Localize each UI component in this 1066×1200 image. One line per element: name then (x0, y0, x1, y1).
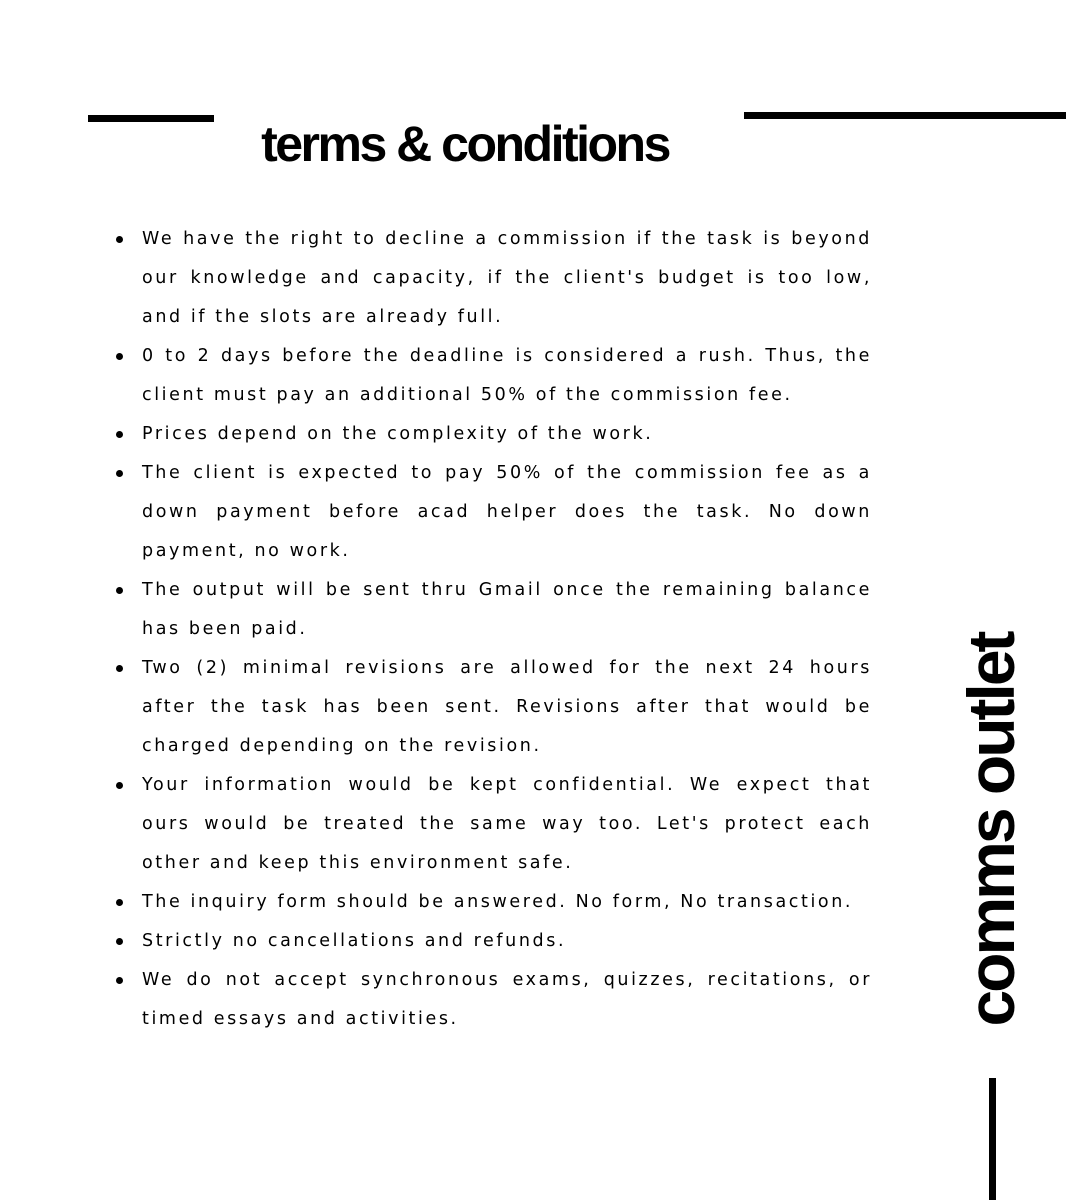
bullet-icon (116, 899, 123, 906)
bullet-icon (116, 431, 123, 438)
term-item (116, 922, 872, 961)
bullet-icon (116, 236, 123, 243)
terms-list (116, 220, 872, 1039)
brand-name: comms outlet (954, 632, 1028, 1027)
bullet-icon (116, 782, 123, 789)
term-text: We do not accept synchronous exams, quizzes, recitations, or timed essays and activities. (142, 970, 872, 1029)
term-item (116, 883, 872, 922)
term-item (116, 649, 872, 766)
term-item (116, 571, 872, 649)
bullet-icon (116, 353, 123, 360)
term-item (116, 766, 872, 883)
term-text: The client is expected to pay 50% of the commission fee as a down payment before acad helper does the task. No down payment, no work. (142, 463, 872, 561)
term-item (116, 961, 872, 1039)
bullet-icon (116, 665, 123, 672)
term-text: The inquiry form should be answered. No form, No transaction. (142, 892, 854, 912)
term-text: Prices depend on the complexity of the work. (142, 424, 654, 444)
bullet-icon (116, 470, 123, 477)
term-item (116, 337, 872, 415)
bullet-icon (116, 938, 123, 945)
term-text: The output will be sent thru Gmail once the remaining balance has been paid. (142, 580, 872, 639)
brand-rule (989, 1078, 996, 1200)
term-text: 0 to 2 days before the deadline is considered a rush. Thus, the client must pay an additional 50% of the commission fee. (142, 346, 872, 405)
bullet-icon (116, 977, 123, 984)
term-text: We have the right to decline a commission if the task is beyond our knowledge and capacity, if the client's budget is too low, and if the slots are already full. (142, 229, 872, 327)
term-text: Two (2) minimal revisions are allowed for the next 24 hours after the task has been sent. Revisions after that would be charged depending on the revision. (142, 658, 872, 756)
brand-container (954, 582, 1028, 1077)
header-rule-right (744, 112, 1066, 119)
bullet-icon (116, 587, 123, 594)
term-text: Strictly no cancellations and refunds. (142, 931, 567, 951)
term-item (116, 220, 872, 337)
page-title: terms & conditions (261, 115, 669, 172)
term-text: Your information would be kept confidential. We expect that ours would be treated the same way too. Let's protect each other and keep this environment safe. (142, 775, 872, 873)
term-item (116, 415, 872, 454)
term-item (116, 454, 872, 571)
